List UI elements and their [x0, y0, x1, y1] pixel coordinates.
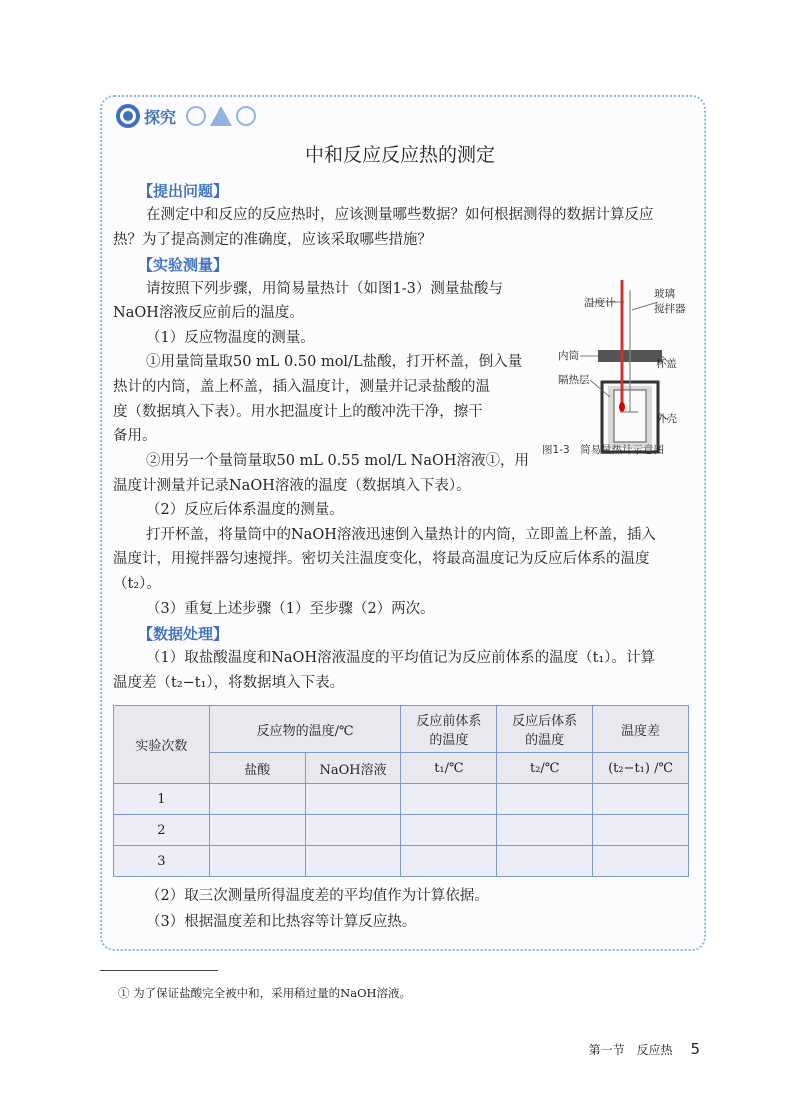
footnote-divider: [100, 970, 218, 971]
paragraph-line: 温度计，用搅拌器匀速搅拌。密切关注温度变化，将最高温度记为反应后体系的温度: [113, 551, 650, 567]
paragraph-line: 请按照下列步骤，用简易量热计（如图1-3）测量盐酸与: [146, 281, 503, 297]
paragraph-line: ②用另一个量筒量取50 mL 0.55 mol/L NaOH溶液①，用: [146, 453, 530, 469]
label-inner-cup: 内筒: [558, 350, 579, 362]
paragraph-line: （2）反应后体系温度的测量。: [146, 502, 344, 518]
paragraph-line: 热？为了提高测定的准确度，应该采取哪些措施？: [113, 232, 432, 248]
label-stirrer-2: 搅拌器: [654, 303, 686, 315]
page-number: 5: [690, 1040, 700, 1058]
row-number: 3: [114, 846, 210, 877]
row-number: 1: [114, 784, 210, 815]
figure-caption: 图1-3 简易量热计示意图: [542, 444, 665, 456]
paragraph-line: ①用量筒量取50 mL 0.50 mol/L盐酸，打开杯盖，倒入量: [146, 354, 523, 370]
label-stirrer-1: 玻璃: [654, 288, 675, 300]
data-table: [113, 705, 689, 877]
table-row: [114, 815, 689, 846]
paragraph-line: 在测定中和反应的反应热时，应该测量哪些数据？如何根据测得的数据计算反应: [146, 207, 654, 223]
subheader-hcl: 盐酸: [209, 753, 305, 784]
table-row: [114, 784, 689, 815]
paragraph-line: 热计的内筒，盖上杯盖，插入温度计，测量并记录盐酸的温: [113, 379, 490, 395]
header-reactant-temp: 反应物的温度/℃: [209, 706, 401, 753]
target-icon: [116, 104, 140, 128]
badge-label: 探究: [144, 107, 177, 127]
header-after: 反应后体系 的温度: [497, 706, 593, 753]
paragraph-line: 温度计测量并记录NaOH溶液的温度（数据填入下表）。: [113, 478, 471, 494]
header-trial: 实验次数: [114, 706, 210, 784]
paragraph-line: （2）取三次测量所得温度差的平均值作为计算依据。: [146, 888, 489, 904]
paragraph-line: NaOH溶液反应前后的温度。: [113, 305, 304, 321]
page-footer: [589, 1040, 700, 1058]
paragraph-line: 备用。: [113, 428, 157, 444]
label-outer-shell: 外壳: [656, 413, 677, 425]
circle-icon: [236, 106, 256, 126]
circle-icon: [186, 106, 206, 126]
paragraph-line: （1）反应物温度的测量。: [146, 330, 315, 346]
label-insulation: 隔热层: [558, 374, 590, 386]
label-thermometer: 温度计: [584, 297, 616, 309]
page-title: 中和反应反应热的测定: [304, 144, 495, 166]
table-row: [114, 846, 689, 877]
paragraph-line: 温度差（t₂−t₁），将数据填入下表。: [113, 675, 345, 691]
thermometer-bulb: [619, 402, 625, 412]
footnote: ① 为了保证盐酸完全被中和，采用稍过量的NaOH溶液。: [118, 986, 412, 1000]
paragraph-line: （3）重复上述步骤（1）至步骤（2）两次。: [146, 601, 435, 617]
header-diff: 温度差: [593, 706, 689, 753]
header-before: 反应前体系 的温度: [401, 706, 497, 753]
subheader-t2: t₂/℃: [497, 753, 593, 784]
paragraph-line: （t₂）。: [113, 576, 161, 592]
table-header-row: [114, 706, 689, 753]
triangle-icon: [210, 106, 232, 126]
subheader-naoh: NaOH溶液: [305, 753, 401, 784]
section-heading-data: 【数据处理】: [138, 625, 229, 643]
label-lid: 杯盖: [656, 358, 677, 370]
paragraph-line: 度（数据填入下表）。用水把温度计上的酸冲洗干净，擦干: [113, 404, 483, 420]
paragraph-line: 打开杯盖，将量筒中的NaOH溶液迅速倒入量热计的内筒，立即盖上杯盖，插入: [146, 527, 656, 543]
subheader-diff: (t₂−t₁) /℃: [593, 753, 689, 784]
subheader-t1: t₁/℃: [401, 753, 497, 784]
paragraph-line: （1）取盐酸温度和NaOH溶液温度的平均值记为反应前体系的温度（t₁）。计算: [146, 650, 655, 666]
paragraph-line: （3）根据温度差和比热容等计算反应热。: [146, 914, 417, 930]
badge-icon-group: [186, 106, 256, 126]
section-heading-question: 【提出问题】: [138, 182, 229, 200]
inquiry-badge: [116, 103, 256, 129]
footer-section: 第一节 反应热: [588, 1043, 673, 1057]
section-heading-experiment: 【实验测量】: [138, 256, 229, 274]
row-number: 2: [114, 815, 210, 846]
